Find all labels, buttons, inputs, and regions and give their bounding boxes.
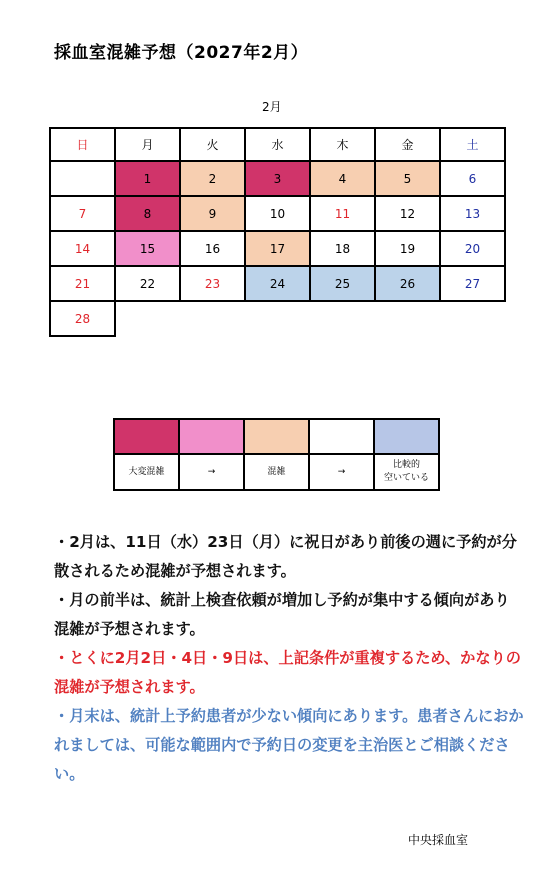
calendar-day-27: 27 (440, 266, 505, 301)
weekday-wed: 水 (245, 128, 310, 161)
calendar-day-21: 21 (50, 266, 115, 301)
calendar-day-9: 9 (180, 196, 245, 231)
weekday-thu: 木 (310, 128, 375, 161)
calendar-day-14: 14 (50, 231, 115, 266)
weekday-sun: 日 (50, 128, 115, 161)
calendar-week-1 (50, 161, 505, 196)
note-peak-days: ・とくに2月2日・4日・9日は、上記条件が重複するため、かなりの混雑が予想されます。 (54, 649, 521, 696)
weekday-header-row (50, 128, 505, 161)
calendar-day-18: 18 (310, 231, 375, 266)
calendar-day-20: 20 (440, 231, 505, 266)
legend-swatch-busy-moderate (179, 419, 244, 454)
calendar-day-19: 19 (375, 231, 440, 266)
calendar-day-28: 28 (50, 301, 115, 336)
legend-label-very-busy: 大変混雑 (114, 454, 179, 490)
note-month-end: ・月末は、統計上予約患者が少ない傾向にあります。患者さんにおかれましては、可能な範囲内で予約日の変更を主治医とご相談ください。 (54, 707, 524, 783)
calendar-day-13: 13 (440, 196, 505, 231)
calendar-week-2 (50, 196, 505, 231)
legend-label-row (114, 454, 439, 490)
weekday-tue: 火 (180, 128, 245, 161)
calendar-blank (115, 301, 180, 336)
note-first-half: ・月の前半は、統計上検査依頼が増加し予約が集中する傾向があり混雑が予想されます。 (54, 591, 510, 638)
legend-label-free (374, 454, 439, 490)
legend-arrow: → (179, 454, 244, 490)
calendar-day-17: 17 (245, 231, 310, 266)
calendar-blank (180, 301, 245, 336)
calendar-day-12: 12 (375, 196, 440, 231)
legend-label-busy: 混雑 (244, 454, 309, 490)
calendar-table (49, 127, 506, 337)
weekday-fri: 金 (375, 128, 440, 161)
calendar-day-2: 2 (180, 161, 245, 196)
legend-label-free-line1: 比較的 (392, 460, 420, 470)
page-title: 採血室混雑予想（2027年2月） (54, 43, 309, 63)
calendar-day-8: 8 (115, 196, 180, 231)
calendar-day-6: 6 (440, 161, 505, 196)
month-label: 2月 (262, 100, 282, 114)
legend-arrow: → (309, 454, 374, 490)
calendar-day-4: 4 (310, 161, 375, 196)
calendar-day-5: 5 (375, 161, 440, 196)
legend-swatch-very-busy (114, 419, 179, 454)
calendar-week-4 (50, 266, 505, 301)
legend-swatch-normal (309, 419, 374, 454)
calendar-day-25: 25 (310, 266, 375, 301)
calendar-day-16: 16 (180, 231, 245, 266)
calendar-day-3: 3 (245, 161, 310, 196)
legend-swatch-busy (244, 419, 309, 454)
weekday-sat: 土 (440, 128, 505, 161)
calendar-day-23: 23 (180, 266, 245, 301)
calendar-blank (375, 301, 440, 336)
calendar-day-10: 10 (245, 196, 310, 231)
footer-department: 中央採血室 (408, 833, 469, 847)
calendar-day-24: 24 (245, 266, 310, 301)
legend-label-free-line2: 空いている (383, 473, 429, 483)
calendar-week-3 (50, 231, 505, 266)
calendar-day-7: 7 (50, 196, 115, 231)
calendar-blank (310, 301, 375, 336)
calendar-day-11: 11 (310, 196, 375, 231)
note-holidays: ・2月は、11日（水）23日（月）に祝日があり前後の週に予約が分散されるため混雑が予想されます。 (54, 533, 517, 580)
calendar-day-22: 22 (115, 266, 180, 301)
legend-swatch-free (374, 419, 439, 454)
calendar-day-26: 26 (375, 266, 440, 301)
calendar-week-5 (50, 301, 505, 336)
notes (54, 528, 524, 789)
calendar-day-empty (50, 161, 115, 196)
calendar-blank (245, 301, 310, 336)
weekday-mon: 月 (115, 128, 180, 161)
calendar-day-15: 15 (115, 231, 180, 266)
calendar-blank (440, 301, 505, 336)
calendar-day-1: 1 (115, 161, 180, 196)
legend-table (113, 418, 440, 491)
legend-swatch-row (114, 419, 439, 454)
